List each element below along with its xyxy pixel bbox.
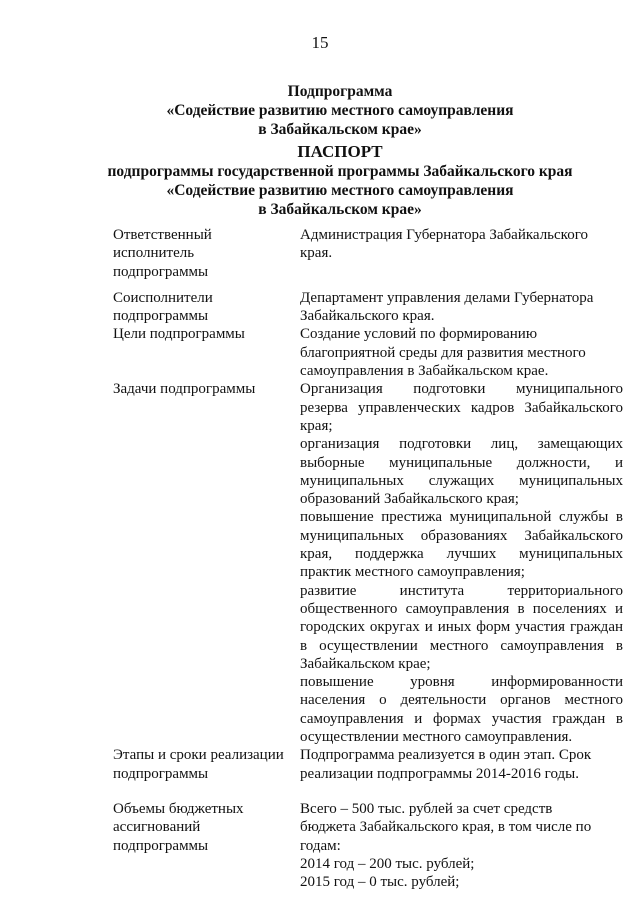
passport-row-coexecutors	[113, 289, 623, 326]
value-line: повышение престижа муниципальной службы в	[300, 509, 623, 526]
value-paragraph	[300, 289, 623, 326]
subprogram-heading-line: «Содействие развитию местного самоуправления	[166, 102, 514, 119]
row-label-line: подпрограммы	[113, 765, 209, 782]
subprogram-heading-line: Подпрограмма	[287, 83, 393, 100]
value-line: муниципальных образованиях Забайкальского	[300, 527, 623, 544]
value-line: благоприятной среды для развития местного	[300, 344, 586, 361]
value-line: края, поддержка лучших муниципальных	[300, 546, 623, 563]
value-line: выборные муниципальные должности, и	[300, 454, 623, 471]
row-label-line: исполнитель	[113, 245, 195, 262]
passport-row-budget	[113, 800, 623, 891]
value-line: образований Забайкальского края;	[300, 491, 519, 508]
value-paragraph	[300, 380, 623, 435]
row-label	[113, 226, 300, 281]
row-label	[113, 746, 300, 783]
row-label-line: ассигнований	[113, 819, 201, 836]
value-paragraph	[300, 873, 623, 891]
value-line: населения о деятельности органов местного	[300, 692, 623, 709]
subprogram-heading-line: в Забайкальском крае»	[258, 121, 422, 138]
value-paragraph	[300, 325, 623, 380]
row-label-line: подпрограммы	[113, 263, 209, 280]
value-paragraph	[300, 855, 623, 873]
passport-heading	[60, 141, 620, 219]
row-value	[300, 380, 623, 746]
value-line: в осуществлении местного самоуправления в	[300, 637, 623, 654]
value-line: Забайкальском крае;	[300, 655, 431, 672]
value-line: самоуправления в Забайкальском крае.	[300, 363, 549, 380]
row-value	[300, 800, 623, 891]
value-line: Подпрограмма реализуется в один этап. Срок	[300, 747, 592, 764]
value-line: организация подготовки лиц, замещающих	[300, 436, 623, 453]
value-line: края.	[300, 245, 333, 262]
subprogram-heading	[60, 82, 620, 139]
row-label-line: Задачи подпрограммы	[113, 381, 256, 398]
value-paragraph	[300, 746, 623, 783]
value-line: общественного самоуправления в поселениях и	[300, 600, 623, 617]
passport-heading-line: в Забайкальском крае»	[258, 201, 422, 218]
row-label	[113, 325, 300, 380]
value-line: резерва управленческих кадров Забайкальского	[300, 399, 623, 416]
value-line: бюджета Забайкальского края, в том числе по	[300, 819, 592, 836]
row-value	[300, 325, 623, 380]
page-number: 15	[311, 33, 329, 52]
value-line: реализации подпрограммы 2014-2016 годы.	[300, 765, 579, 782]
value-paragraph	[300, 800, 623, 855]
value-paragraph	[300, 435, 623, 508]
value-line: Администрация Губернатора Забайкальского	[300, 227, 588, 243]
value-paragraph	[300, 226, 623, 263]
value-line: Всего – 500 тыс. рублей за счет средств	[300, 800, 553, 817]
row-label-line: подпрограммы	[113, 837, 209, 854]
row-label-line: подпрограммы	[113, 308, 209, 325]
value-line: практик местного самоуправления;	[300, 564, 525, 581]
value-line: Создание условий по формированию	[300, 326, 538, 343]
row-label-line: Объемы бюджетных	[113, 800, 244, 817]
row-label-line: Цели подпрограммы	[113, 326, 245, 343]
value-line: повышение уровня информированности	[300, 674, 623, 691]
row-label-line: Этапы и сроки реализации	[113, 747, 284, 764]
row-value	[300, 746, 623, 783]
row-label	[113, 380, 300, 746]
row-label	[113, 289, 300, 326]
value-line: Департамент управления делами Губернатора	[300, 289, 594, 306]
passport-row-goals	[113, 325, 623, 380]
passport-row-tasks	[113, 380, 623, 746]
value-line: Организация подготовки муниципального	[300, 381, 623, 398]
row-label	[113, 800, 300, 891]
value-line: края;	[300, 417, 333, 434]
value-line: 2014 год – 200 тыс. рублей;	[300, 855, 475, 872]
passport-table	[113, 226, 623, 891]
row-value	[300, 289, 623, 326]
value-paragraph	[300, 673, 623, 746]
value-line: самоуправления и формах участия граждан в	[300, 710, 623, 727]
passport-title: ПАСПОРТ	[297, 142, 383, 161]
value-paragraph	[300, 508, 623, 581]
value-line: городских округах и иных форм участия граждан	[300, 619, 623, 636]
passport-row-stages	[113, 746, 623, 783]
value-line: осуществлении местного самоуправления.	[300, 729, 573, 746]
row-label-line: Соисполнители	[113, 289, 213, 306]
value-line: муниципальных служащих муниципальных	[300, 472, 623, 489]
row-value	[300, 226, 623, 281]
value-line: годам:	[300, 837, 341, 854]
value-line: 2015 год – 0 тыс. рублей;	[300, 874, 460, 891]
value-line: развитие института территориального	[300, 582, 623, 599]
value-paragraph	[300, 582, 623, 673]
row-label-line: Ответственный	[113, 227, 212, 243]
value-line: Забайкальского края.	[300, 308, 435, 325]
passport-heading-line: «Содействие развитию местного самоуправления	[166, 182, 514, 199]
passport-heading-line: подпрограммы государственной программы Забайкальского края	[107, 163, 573, 180]
passport-row-responsible	[113, 226, 623, 281]
